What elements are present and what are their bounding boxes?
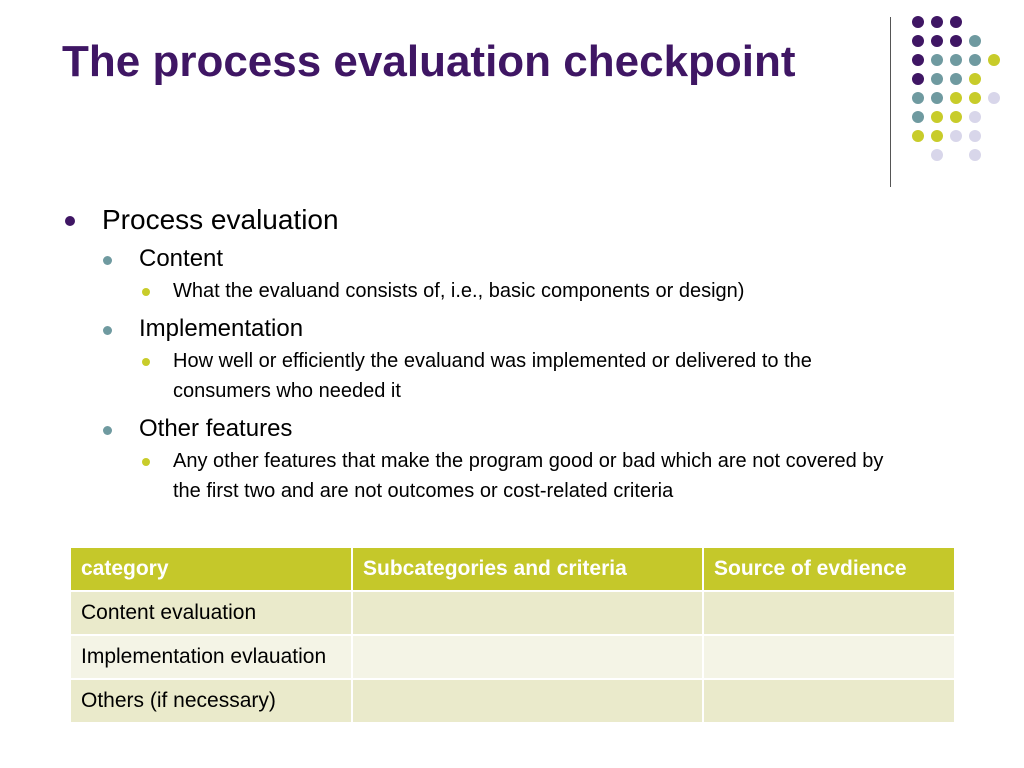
bullet-dot-icon <box>65 216 75 226</box>
column-header: Source of evdience <box>703 547 955 591</box>
divider-line <box>890 17 891 187</box>
decor-dot <box>912 35 924 47</box>
bullet-implementation-detail <box>62 346 962 406</box>
table-cell: Implementation evlauation <box>70 635 352 679</box>
decor-dot <box>931 35 943 47</box>
decor-dot <box>969 149 981 161</box>
slide-title: The process evaluation checkpoint <box>62 37 796 86</box>
decor-dot <box>912 111 924 123</box>
decor-dot <box>931 149 943 161</box>
decor-dot <box>950 16 962 28</box>
bullet-content-detail <box>62 276 962 306</box>
bullet-text: Implementation <box>139 315 304 342</box>
decor-dot <box>950 35 962 47</box>
decor-dot <box>969 111 981 123</box>
table-row <box>70 591 955 635</box>
table-cell: Others (if necessary) <box>70 679 352 723</box>
bullet-dot-icon <box>103 326 112 335</box>
bullet-other-detail <box>62 446 962 506</box>
decor-dot <box>912 16 924 28</box>
table-cell <box>352 635 703 679</box>
decor-dot <box>950 130 962 142</box>
bullet-dot-icon <box>142 458 150 466</box>
bullet-text: Process evaluation <box>102 204 339 235</box>
evaluation-table <box>69 546 956 724</box>
decor-dot <box>912 92 924 104</box>
decor-dot <box>969 130 981 142</box>
decor-dot <box>988 54 1000 66</box>
decor-dot <box>931 73 943 85</box>
bullet-list <box>62 202 962 506</box>
bullet-dot-icon <box>103 426 112 435</box>
decor-dot <box>950 92 962 104</box>
table-row <box>70 679 955 723</box>
table-row <box>70 635 955 679</box>
bullet-content <box>62 244 962 274</box>
decor-dot <box>969 54 981 66</box>
decor-dot <box>950 73 962 85</box>
column-header: Subcategories and criteria <box>352 547 703 591</box>
decor-dot <box>969 35 981 47</box>
decor-dot <box>931 16 943 28</box>
decor-dot <box>950 54 962 66</box>
table-cell: Content evaluation <box>70 591 352 635</box>
column-header: category <box>70 547 352 591</box>
decor-dot <box>969 73 981 85</box>
decor-dot <box>969 92 981 104</box>
decor-dot <box>931 111 943 123</box>
table-cell <box>352 679 703 723</box>
table-cell <box>703 679 955 723</box>
bullet-other-features <box>62 414 962 444</box>
decor-dot <box>912 54 924 66</box>
decor-dot <box>950 111 962 123</box>
table-cell <box>703 635 955 679</box>
bullet-text: What the evaluand consists of, i.e., basic components or design) <box>173 280 745 302</box>
decor-dot <box>988 92 1000 104</box>
decor-dot <box>912 130 924 142</box>
bullet-text: How well or efficiently the evaluand was implemented or delivered to the consumers who needed it <box>173 350 812 402</box>
decorative-dot-grid <box>0 0 1024 200</box>
decor-dot <box>931 92 943 104</box>
table-cell <box>352 591 703 635</box>
bullet-text: Other features <box>139 415 293 442</box>
bullet-dot-icon <box>142 358 150 366</box>
table-header-row <box>70 547 955 591</box>
bullet-process-evaluation <box>62 202 962 238</box>
decor-dot <box>912 73 924 85</box>
bullet-dot-icon <box>103 256 112 265</box>
decor-dot <box>931 130 943 142</box>
bullet-text: Content <box>139 245 224 272</box>
decor-dot <box>931 54 943 66</box>
bullet-dot-icon <box>142 288 150 296</box>
bullet-text: Any other features that make the program good or bad which are not covered by the first two and are not outcomes or cost-related criteria <box>173 450 884 502</box>
table-cell <box>703 591 955 635</box>
bullet-implementation <box>62 314 962 344</box>
